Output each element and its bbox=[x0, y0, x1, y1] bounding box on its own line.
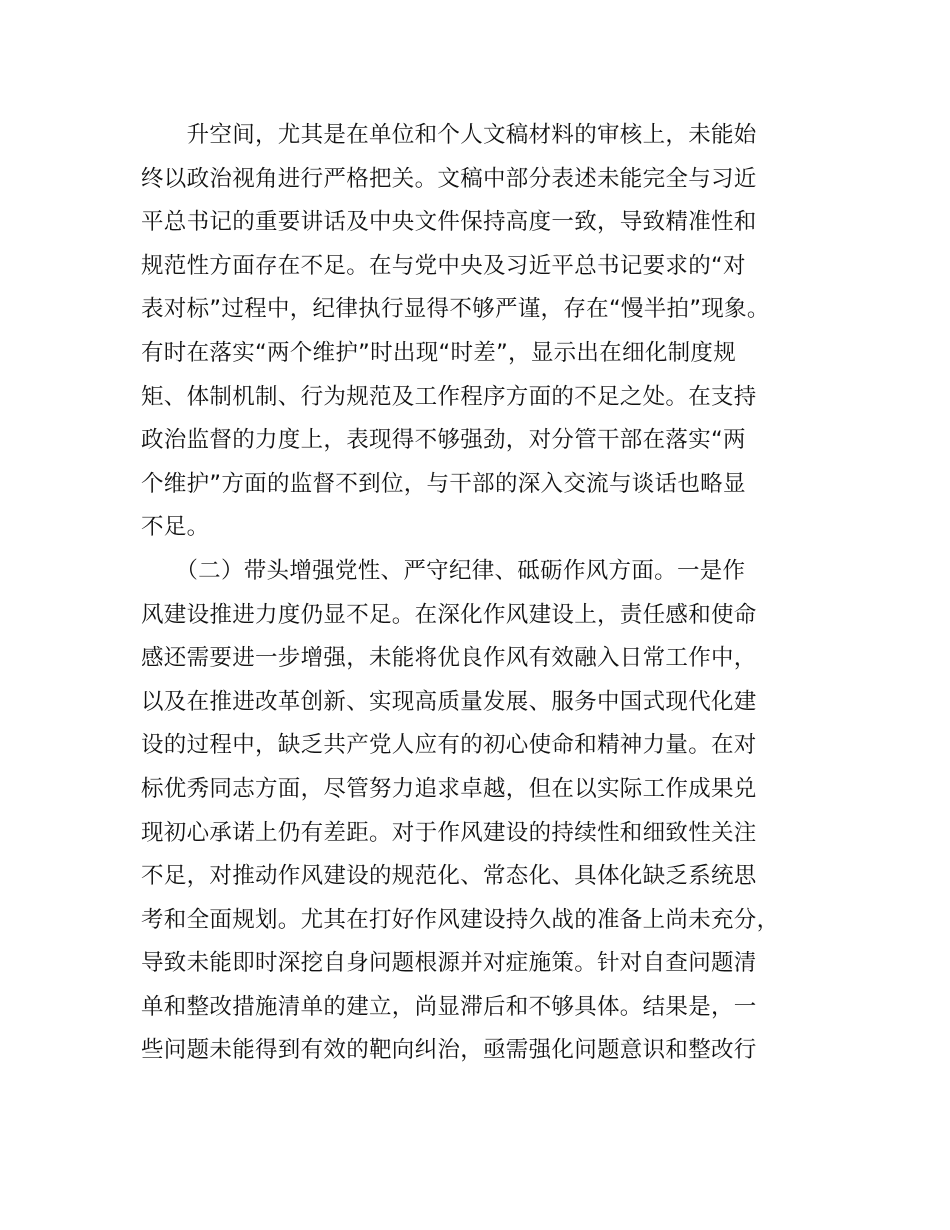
text-line: 些问题未能得到有效的靶向纠治，亟需强化问题意识和整改行 bbox=[141, 1037, 757, 1064]
text-line: 导致未能即时深挖自身问题根源并对症施策。针对自查问题清 bbox=[141, 950, 757, 977]
text-line: 单和整改措施清单的建立，尚显滞后和不够具体。结果是，一 bbox=[141, 993, 757, 1020]
text-line: 不足，对推动作风建设的规范化、常态化、具体化缺乏系统思 bbox=[141, 863, 757, 890]
text-line: 现初心承诺上仍有差距。对于作风建设的持续性和细致性关注 bbox=[141, 819, 757, 846]
body-text bbox=[141, 114, 841, 1073]
text-line: 终以政治视角进行严格把关。文稿中部分表述未能完全与习近 bbox=[141, 165, 757, 192]
text-line: 不足。 bbox=[141, 514, 210, 541]
section-heading-line: （二）带头增强党性、严守纪律、砥砺作风方面。一是作 bbox=[141, 557, 746, 584]
text-line: 升空间，尤其是在单位和个人文稿材料的审核上，未能始 bbox=[141, 122, 757, 148]
text-line: 考和全面规划。尤其在打好作风建设持久战的准备上尚未充分， bbox=[141, 906, 780, 933]
text-line: 政治监督的力度上，表现得不够强劲，对分管干部在落实“两 bbox=[141, 427, 746, 454]
text-line: 标优秀同志方面，尽管努力追求卓越，但在以实际工作成果兑 bbox=[141, 775, 757, 802]
text-line: 有时在落实“两个维护”时出现“时差”，显示出在细化制度规 bbox=[141, 339, 737, 366]
text-line: 设的过程中，缺乏共产党人应有的初心使命和精神力量。在对 bbox=[141, 732, 757, 759]
text-line: 矩、体制机制、行为规范及工作程序方面的不足之处。在支持 bbox=[141, 383, 757, 410]
text-line: 表对标”过程中，纪律执行显得不够严谨，存在“慢半拍”现象。 bbox=[141, 296, 770, 323]
text-line: 个维护”方面的监督不到位，与干部的深入交流与谈话也略显 bbox=[141, 470, 746, 497]
text-line: 感还需要进一步增强，未能将优良作风有效融入日常工作中， bbox=[141, 645, 757, 672]
text-line: 风建设推进力度仍显不足。在深化作风建设上，责任感和使命 bbox=[141, 601, 757, 628]
text-line: 以及在推进改革创新、实现高质量发展、服务中国式现代化建 bbox=[141, 688, 757, 715]
text-line: 平总书记的重要讲话及中央文件保持高度一致，导致精准性和 bbox=[141, 209, 757, 236]
text-line: 规范性方面存在不足。在与党中央及习近平总书记要求的“对 bbox=[141, 252, 746, 279]
